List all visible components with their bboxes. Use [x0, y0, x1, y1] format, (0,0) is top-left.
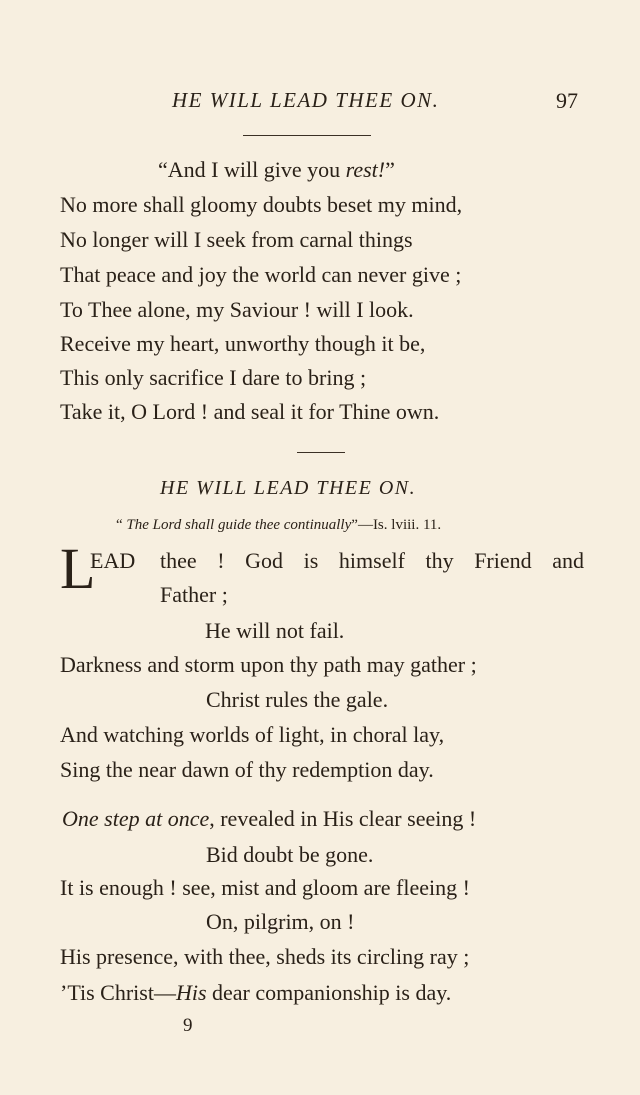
poem-line: Sing the near dawn of thy redemption day.	[60, 757, 434, 782]
poem-line: One step at once, revealed in His clear seeing !	[62, 806, 477, 831]
poem-line: Darkness and storm upon thy path may gather ;	[60, 652, 477, 677]
poem-line: It is enough ! see, mist and gloom are fleeing !	[60, 875, 470, 900]
poem-line: That peace and joy the world can never give ;	[60, 262, 462, 287]
poem-line: Father ;	[160, 582, 228, 607]
poem-line: To Thee alone, my Saviour ! will I look.	[60, 297, 414, 322]
poem-line: No longer will I seek from carnal things	[60, 227, 413, 252]
poem-line: Receive my heart, unworthy though it be,	[60, 331, 426, 356]
poem-line: EAD	[90, 548, 136, 573]
poem-line: And watching worlds of light, in choral lay,	[60, 722, 445, 747]
header-rule	[243, 135, 371, 136]
poem-line: “And I will give you rest!”	[158, 157, 395, 182]
page-number: 97	[556, 88, 578, 113]
epigraph: “ The Lord shall guide thee continually”—Is. lviii. 11.	[116, 517, 442, 533]
poem-line: On, pilgrim, on !	[206, 909, 355, 934]
poem-line: Christ rules the gale.	[206, 687, 389, 712]
section-divider	[297, 452, 345, 453]
poem-line: This only sacrifice I dare to bring ;	[60, 365, 367, 390]
poem-line: He will not fail.	[205, 618, 345, 643]
poem-line: Bid doubt be gone.	[206, 842, 374, 867]
drop-cap: L	[60, 536, 96, 601]
poem-line: Take it, O Lord ! and seal it for Thine own.	[60, 399, 440, 424]
poem-line: ’Tis Christ—His dear companionship is day.	[60, 980, 452, 1005]
poem-line: No more shall gloomy doubts beset my mind,	[60, 192, 463, 217]
poem-line: His presence, with thee, sheds its circling ray ;	[60, 944, 470, 969]
running-title: HE WILL LEAD THEE ON.	[172, 88, 440, 112]
poem-title: HE WILL LEAD THEE ON.	[160, 477, 417, 499]
signature-mark: 9	[183, 1015, 193, 1036]
poem-line: thee ! God is himself thy Friend and	[160, 548, 584, 573]
